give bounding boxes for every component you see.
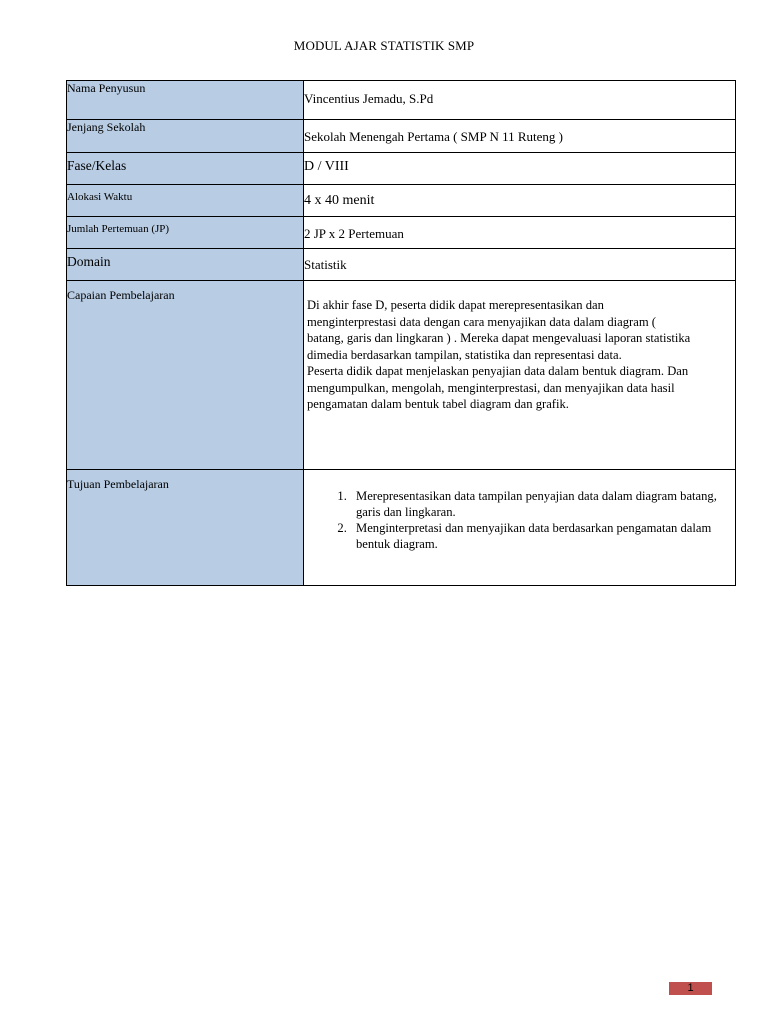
list-item: 2. Menginterpretasi dan menyajikan data berdasarkan pengamatan dalam bentuk diagram.	[350, 520, 735, 552]
row-value-nama-penyusun: Vincentius Jemadu, S.Pd	[304, 81, 736, 120]
table-row	[67, 281, 736, 470]
row-value-jenjang-sekolah: Sekolah Menengah Pertama ( SMP N 11 Ruteng )	[304, 120, 736, 153]
capaian-pembelajaran-text	[304, 281, 736, 470]
capaian-line: Di akhir fase D, peserta didik dapat merepresentasikan dan	[307, 298, 604, 312]
capaian-line: dimedia berdasarkan tampilan, statistika dan representasi data.	[307, 347, 622, 362]
table-row	[67, 120, 736, 153]
capaian-line: batang, garis dan lingkaran ) . Mereka dapat mengevaluasi laporan statistika	[307, 331, 691, 345]
row-label-nama-penyusun: Nama Penyusun	[67, 81, 304, 120]
row-label-tujuan-pembelajaran: Tujuan Pembelajaran	[67, 470, 304, 586]
table-row	[67, 81, 736, 120]
tujuan-pembelajaran-list	[304, 488, 735, 552]
row-label-capaian-pembelajaran: Capaian Pembelajaran	[67, 281, 304, 470]
row-value-domain: Statistik	[304, 249, 736, 281]
document-title: MODUL AJAR STATISTIK SMP	[293, 38, 475, 53]
row-value-jumlah-pertemuan: 2 JP x 2 Pertemuan	[304, 217, 736, 249]
row-value-fase-kelas: D / VIII	[304, 153, 736, 185]
capaian-paragraph	[304, 291, 735, 413]
capaian-line: menginterprestasi data dengan cara menyajikan data dalam diagram (	[307, 314, 656, 329]
table-row	[67, 185, 736, 217]
row-label-jumlah-pertemuan: Jumlah Pertemuan (JP)	[67, 217, 304, 249]
module-info-table	[66, 80, 736, 586]
table-row	[67, 470, 736, 586]
list-item: 1. Merepresentasikan data tampilan penyajian data dalam diagram batang, garis dan lingkaran.	[350, 488, 735, 520]
tujuan-pembelajaran-list-cell	[304, 470, 736, 586]
capaian-line: Peserta didik dapat menjelaskan penyajian data dalam bentuk diagram. Dan	[307, 364, 689, 378]
row-label-alokasi-waktu: Alokasi Waktu	[67, 185, 304, 217]
row-label-domain: Domain	[67, 249, 304, 281]
capaian-line: mengumpulkan, mengolah, menginterprestasi, dan menyajikan data hasil	[307, 380, 675, 395]
table-row	[67, 217, 736, 249]
page-number: 1	[669, 982, 712, 995]
table-row	[67, 153, 736, 185]
capaian-line: pengamatan dalam bentuk tabel diagram dan grafik.	[307, 397, 569, 411]
row-label-jenjang-sekolah: Jenjang Sekolah	[67, 120, 304, 153]
row-label-fase-kelas: Fase/Kelas	[67, 153, 304, 185]
row-value-alokasi-waktu: 4 x 40 menit	[304, 185, 736, 217]
table-row	[67, 249, 736, 281]
